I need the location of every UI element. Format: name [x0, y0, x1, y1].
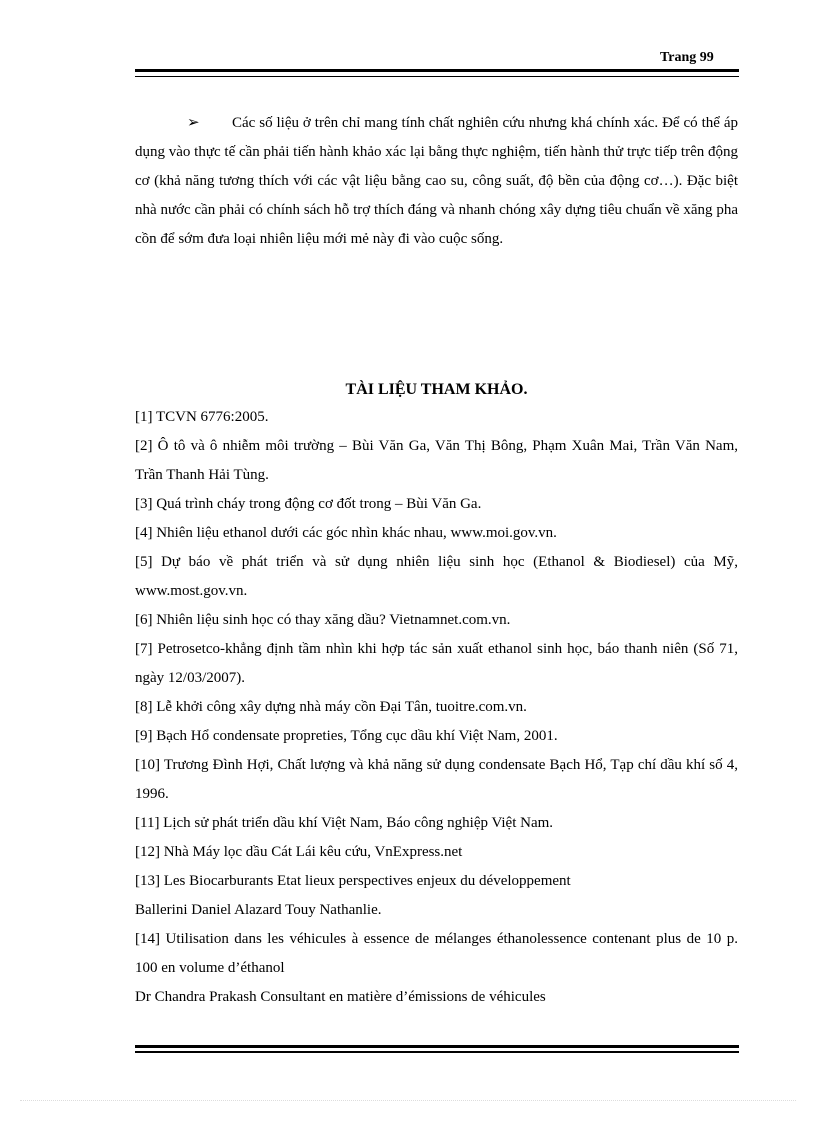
reference-item: [5] Dự báo về phát triển và sử dụng nhiên liệu sinh học (Ethanol & Biodiesel) của Mỹ, www.most.gov.vn. — [135, 554, 738, 599]
reference-item: [8] Lễ khởi công xây dựng nhà máy cồn Đại Tân, tuoitre.com.vn. — [135, 699, 527, 715]
reference-item: [7] Petrosetco-khẳng định tầm nhìn khi hợp tác sản xuất ethanol sinh học, báo thanh niên (Số 71, ngày 12/03/2007). — [135, 641, 738, 686]
reference-authors: Ballerini Daniel Alazard Touy Nathanlie. — [135, 902, 382, 918]
references-list — [135, 403, 738, 1012]
reference-item: [6] Nhiên liệu sinh học có thay xăng dầu? Vietnamnet.com.vn. — [135, 612, 511, 628]
arrow-bullet-icon: ➢ — [187, 115, 200, 131]
reference-item: [10] Trương Đình Hợi, Chất lượng và khả năng sử dụng condensate Bạch Hổ, Tạp chí dầu khí số 4, 1996. — [135, 757, 738, 802]
reference-item: [1] TCVN 6776:2005. — [135, 409, 269, 425]
intro-text: Các số liệu ở trên chỉ mang tính chất nghiên cứu nhưng khá chính xác. Để có thể áp dụng vào thực tế cần phải tiến hành khảo xác lại bằng thực nghiệm, tiến hành thử trực tiếp trên động cơ (khả năng tương thích với các vật liệu bằng cao su, công suất, độ bền của động cơ…). Đặc biệt nhà nước cần phải có chính sách hỗ trợ thích đáng và nhanh chóng xây dựng tiêu chuẩn về xăng pha cồn để sớm đưa loại nhiên liệu mới mẻ này đi vào cuộc sống. — [135, 115, 738, 247]
reference-item: [9] Bạch Hổ condensate propreties, Tổng cục dầu khí Việt Nam, 2001. — [135, 728, 558, 744]
references-title: TÀI LIỆU THAM KHẢO. — [345, 381, 528, 398]
footer-rule — [135, 1045, 739, 1053]
page-number: Trang 99 — [660, 50, 714, 65]
reference-authors: Dr Chandra Prakash Consultant en matière d’émissions de véhicules — [135, 989, 546, 1005]
reference-item: [12] Nhà Máy lọc dầu Cát Lái kêu cứu, VnExpress.net — [135, 844, 463, 860]
reference-item: [11] Lịch sử phát triển dầu khí Việt Nam, Báo công nghiệp Việt Nam. — [135, 815, 554, 831]
header-rule — [135, 69, 739, 77]
page-edge-divider — [20, 1100, 796, 1101]
reference-item: [3] Quá trình cháy trong động cơ đốt trong – Bùi Văn Ga. — [135, 496, 482, 512]
reference-item: [2] Ô tô và ô nhiễm môi trường – Bùi Văn Ga, Văn Thị Bông, Phạm Xuân Mai, Trần Văn Nam, Trần Thanh Hải Tùng. — [135, 438, 738, 483]
reference-item: [14] Utilisation dans les véhicules à essence de mélanges éthanolessence contenant plus de 10 p. 100 en volume d’éthanol — [135, 931, 738, 976]
reference-item: [13] Les Biocarburants Etat lieux perspectives enjeux du développement — [135, 873, 571, 889]
reference-item: [4] Nhiên liệu ethanol dưới các góc nhìn khác nhau, www.moi.gov.vn. — [135, 525, 557, 541]
intro-paragraph — [135, 109, 738, 254]
